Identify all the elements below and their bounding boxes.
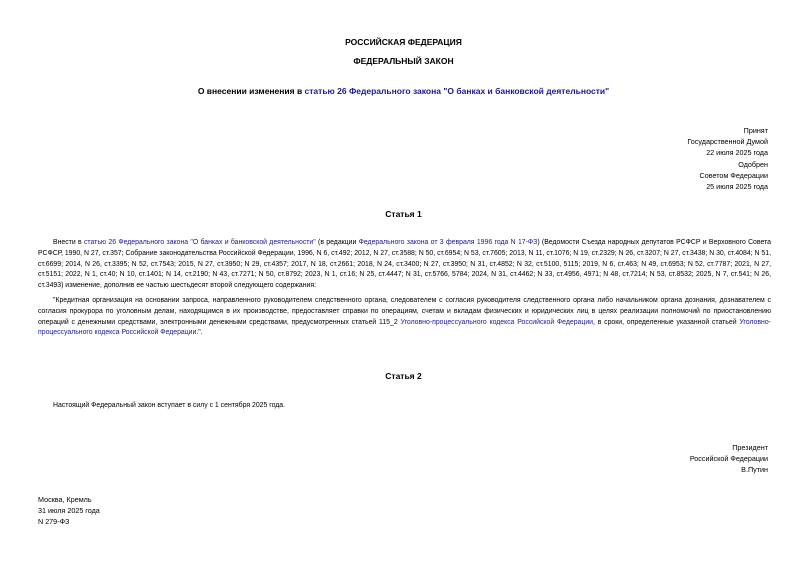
footer-date: 31 июля 2025 года (38, 506, 100, 516)
signature-block (690, 442, 768, 476)
p1-rest: ) (Ведомости Съезда народных депутатов РСФСР и Верховного Совета РСФСР, 1990, N 27, ст.357; Собрание законодательства Российской Федерации, 1996, N 6, ст.492; 2012, N 27, ст.3588; N 50, ст.6954; N 53, ст.7605; 2013, N 11, ст.1076; N 19, ст.2329; N 26, ст.3207; N 27, ст.3438; N 30, ст.4084; N 51, ст.6699; 2014, N 26, ст.3395; N 52, ст.7543; 2015, N 27, ст.3950; N 29, ст.4357; 2017, N 18, ст.2661; 2018, N 24, ст.3400; N 27, ст.3950; N 31, ст.4852; N 32, ст.5100, 5115; 2019, N 6, ст.463; N 49, ст.6953; N 52, ст.7787; 2021, N 27, ст.5151; 2022, N 1, ст.40; N 10, ст.1401; N 14, ст.2190; N 43, ст.7271; N 50, ст.8792; 2023, N 1, ст.16; N 25, ст.4447; N 31, ст.5766, 5784; 2024, N 31, ст.4462; N 33, ст.4956, 4971; N 48, ст.7214; N 53, ст.8532; 2025, N 7, ст.541; N 26, ст.3493) изменение, дополнив ее частью шестьдесят второй следующего содержания: (38, 239, 771, 290)
approved-date: 25 июля 2025 года (706, 182, 768, 192)
signature-name: В.Путин (741, 465, 768, 475)
p1-link-law17fz[interactable]: Федерального закона от 3 февраля 1996 года N 17-ФЗ (358, 239, 538, 246)
article2-heading: Статья 2 (385, 371, 422, 381)
p2-link-upk1[interactable]: Уголовно-процессуального кодекса Российской Федерации (400, 318, 594, 326)
p1-start: Внести в (53, 239, 84, 246)
law-title (0, 86, 807, 97)
article1-paragraph1 (38, 238, 771, 292)
p2-link-upk2[interactable]: Уголовно-процессуального кодекса Российской Федерации (38, 318, 771, 337)
country-heading: РОССИЙСКАЯ ФЕДЕРАЦИЯ (345, 37, 462, 47)
footer-place: Москва, Кремль (38, 495, 92, 504)
law-title-prefix: О внесении изменения в (197, 86, 305, 96)
approved-label: Одобрен (738, 159, 768, 169)
p2-end: .". (196, 329, 203, 337)
footer-number: N 279-ФЗ (38, 517, 70, 527)
article1-heading: Статья 1 (385, 209, 422, 219)
footer-block (38, 494, 100, 528)
p2-start: "Кредитная организация на основании запроса, направленного руководителем следственного органа, следователем с согласия руководителя следственного органа либо начальником органа дознания, дознавателем с согласия прокурора по уголовным делам, находящимся в их производстве, предоставляет справки по операциям, счетам и вкладам физических и юридических лиц в целях реализации полномочий по приостановлению операций с денежными средствами, электронными денежными средствами, предусмотренных статьей 115_2 (38, 297, 771, 326)
adoption-block (687, 125, 768, 192)
article2-text: Настоящий Федеральный закон вступает в силу с 1 сентября 2025 года. (53, 402, 286, 409)
article1-paragraph2 (38, 296, 771, 339)
signature-country: Российской Федерации (689, 454, 768, 464)
p1-link-article26[interactable]: статью 26 Федерального закона "О банках и банковской деятельности" (83, 239, 316, 246)
accepted-date: 22 июля 2025 года (706, 148, 768, 158)
signature-role: Президент (732, 443, 768, 452)
council-label: Советом Федерации (699, 170, 768, 180)
p1-mid: (в редакции (315, 239, 359, 246)
accepted-label: Принят (743, 126, 768, 135)
duma-label: Государственной Думой (687, 137, 768, 147)
law-title-link[interactable]: статью 26 Федерального закона "О банках и банковской деятельности" (304, 86, 610, 96)
law-type-heading: ФЕДЕРАЛЬНЫЙ ЗАКОН (353, 56, 454, 66)
p2-mid: , в сроки, определенные указанной статьей (593, 318, 740, 326)
